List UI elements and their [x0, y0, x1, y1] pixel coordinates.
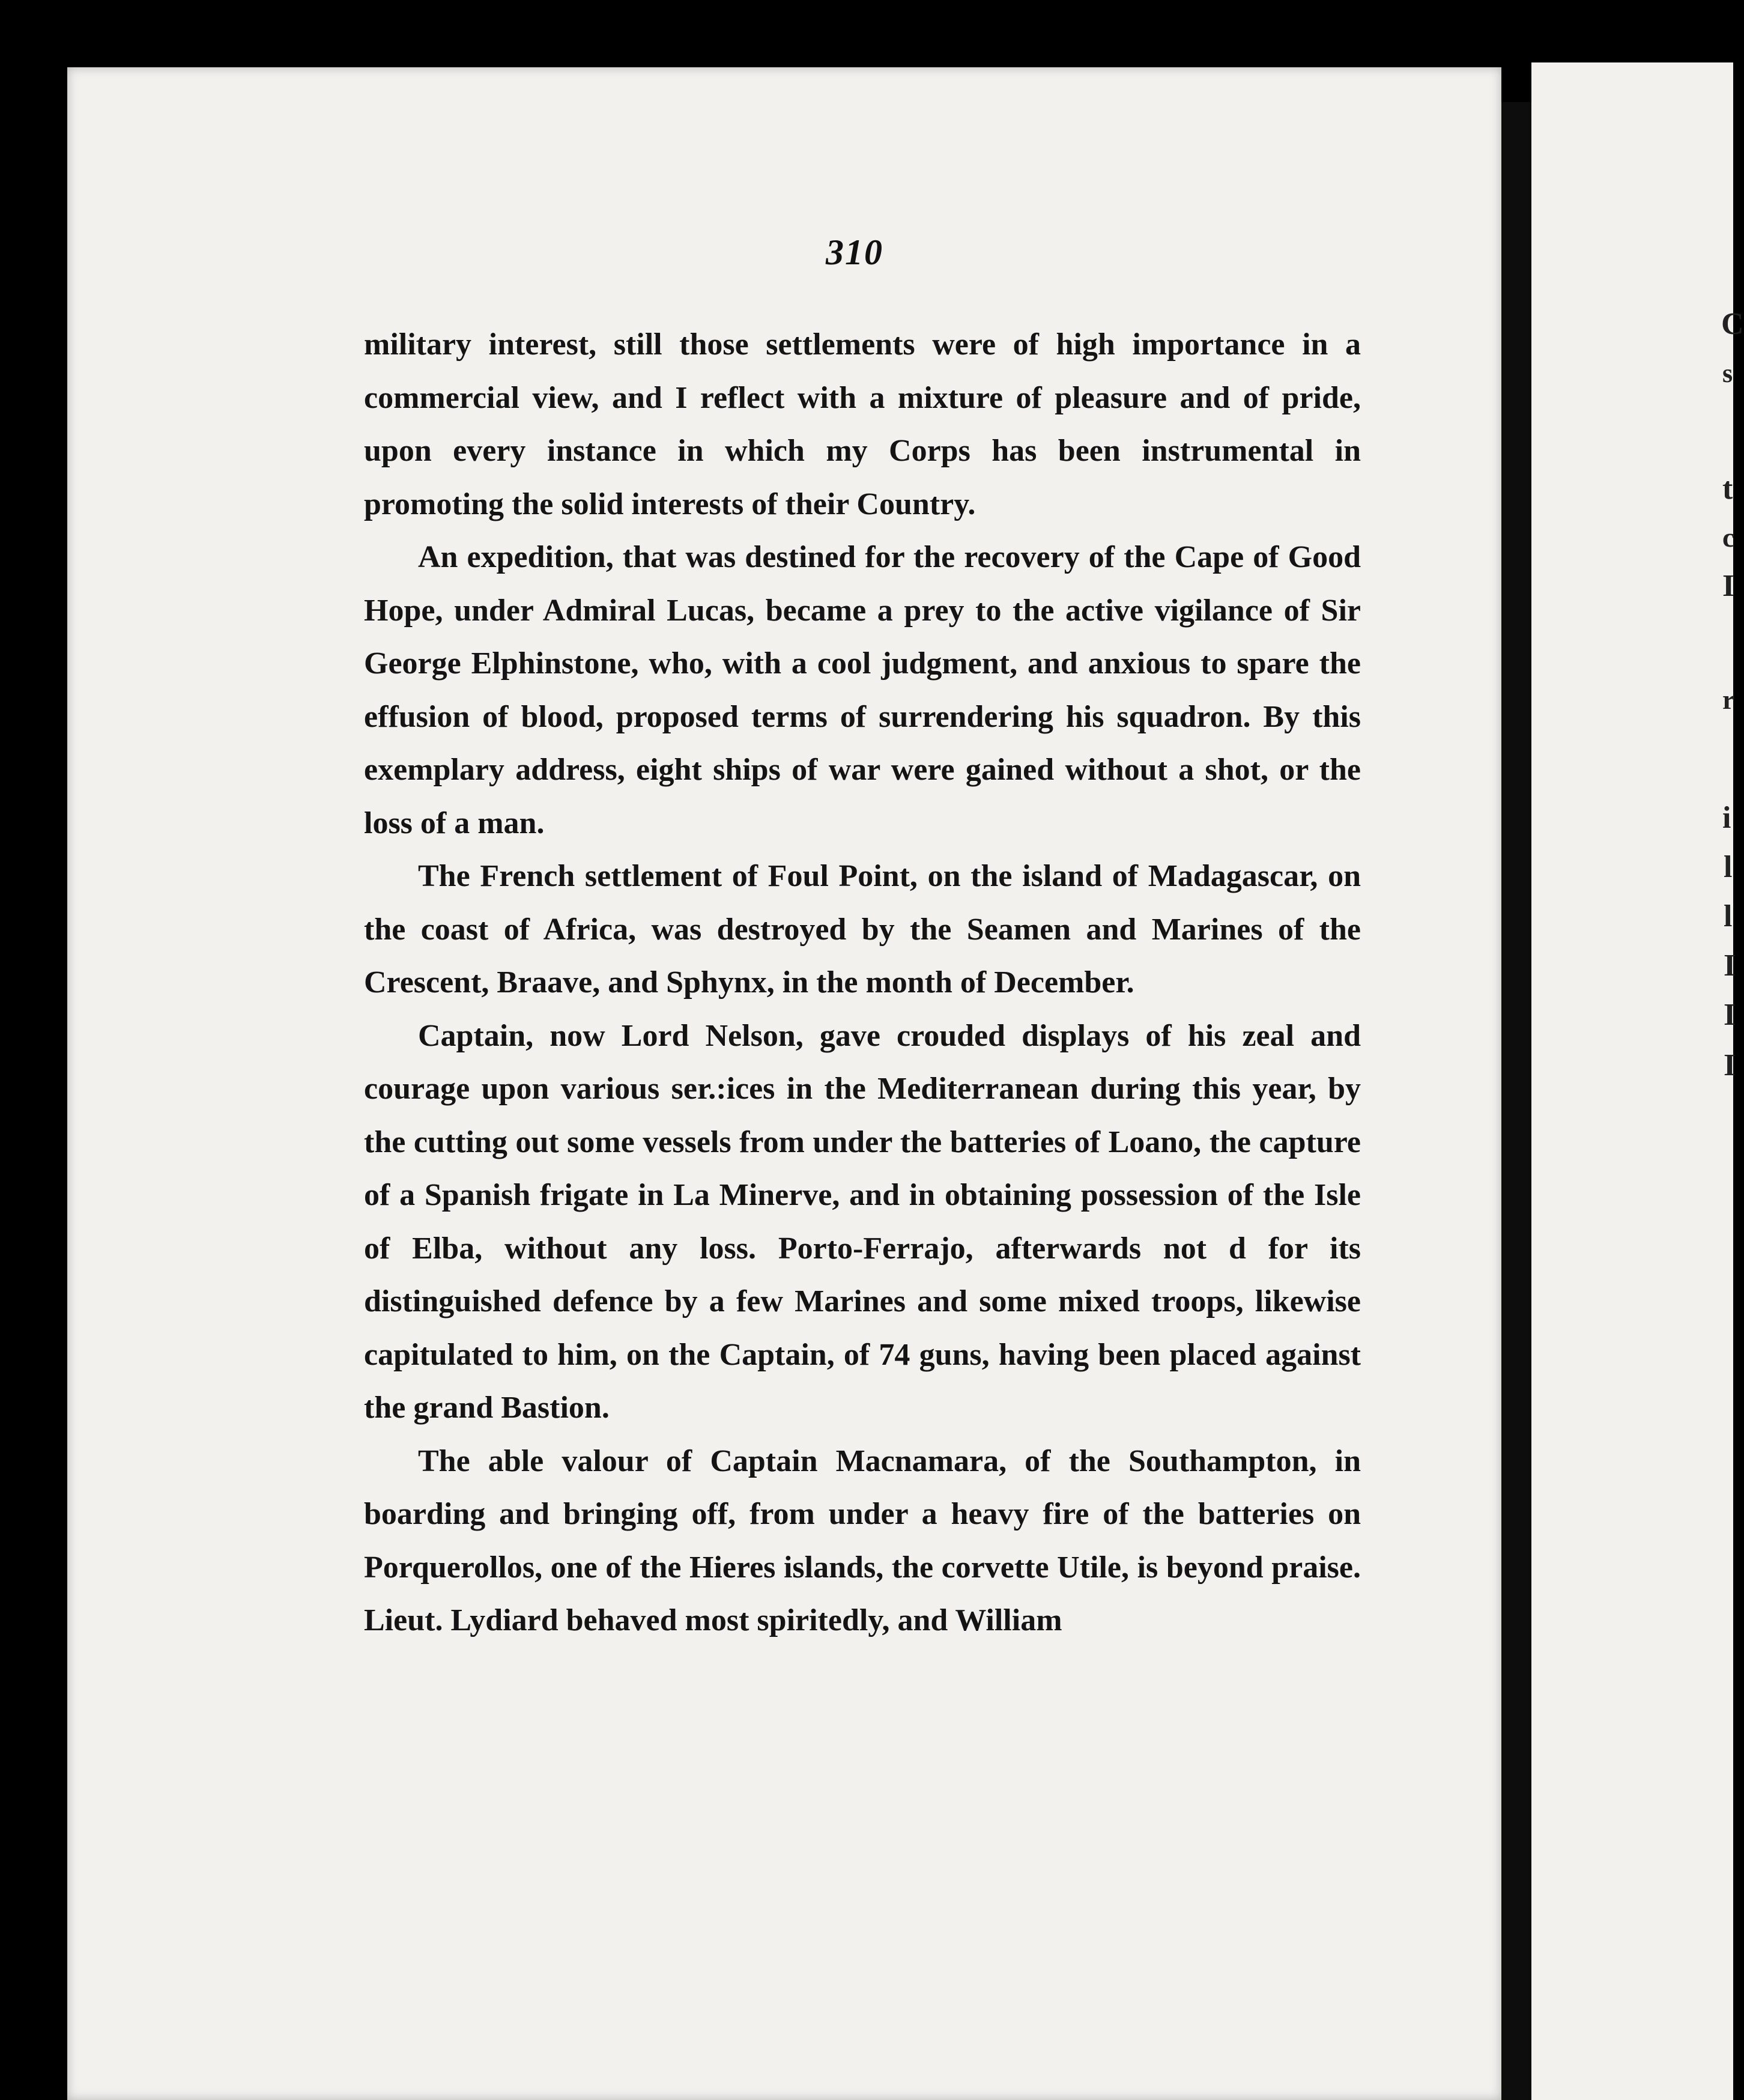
facing-page-letter: i	[1722, 801, 1731, 835]
facing-page-letter: s	[1722, 359, 1733, 388]
paragraph: Captain, now Lord Nelson, gave crouded displays of his zeal and courage upon various ser.:ices in the Mediterranean during this year, by the cutting out some vessels from under the batteries of Loano, the capture of a Spanish frigate in La Minerve, and in obtaining possession of the Isle of Elba, without any loss. Porto-Ferrajo, afterwards not d for its distinguished defence by a few Marines and some mixed troops, likewise capitulated to him, on the Captain, of 74 guns, having been placed against the grand Bastion.	[364, 1018, 1361, 1425]
facing-page-letter: r	[1722, 684, 1735, 715]
facing-page-letter: I	[1724, 998, 1736, 1032]
paragraph: The French settlement of Foul Point, on the island of Madagascar, on the coast of Africa, was destroyed by the Seamen and Marines of the Crescent, Braave, and Sphynx, in the month of December.	[364, 859, 1361, 1000]
facing-page-letter: l	[1724, 850, 1733, 884]
facing-page-letter: I	[1724, 948, 1736, 983]
body-text	[364, 318, 1361, 1648]
paragraph: An expedition, that was destined for the recovery of the Cape of Good Hope, under Admiral Lucas, became a prey to the active vigilance of Sir George Elphinstone, who, with a cool judgment, and anxious to spare the effusion of blood, proposed terms of surrendering his squadron. By this exemplary address, eight ships of war were gained without a shot, or the loss of a man.	[364, 540, 1361, 840]
book-page-right	[1531, 62, 1744, 2100]
facing-page-letter: t	[1722, 472, 1733, 506]
facing-page-letter: c	[1722, 522, 1735, 553]
facing-page-letter: C	[1721, 307, 1744, 341]
book-gutter	[1501, 102, 1531, 2100]
facing-page-letter: I	[1724, 1048, 1736, 1082]
paragraph: military interest, still those settlements were of high importance in a commercial view, and I reflect with a mixture of pleasure and of pride, upon every instance in which my Corps has been instrumental in promoting the solid interests of their Country.	[364, 327, 1361, 521]
paragraph: The able valour of Captain Macnamara, of the Southampton, in boarding and bringing off, from under a heavy fire of the batteries on Porquerollos, one of the Hieres islands, the corvette Utile, is beyond praise. Lieut. Lydiard behaved most spiritedly, and William	[364, 1443, 1361, 1637]
facing-page-letter: I	[1722, 569, 1735, 603]
page-number: 310	[826, 232, 883, 272]
facing-page-letter: l	[1724, 899, 1733, 933]
